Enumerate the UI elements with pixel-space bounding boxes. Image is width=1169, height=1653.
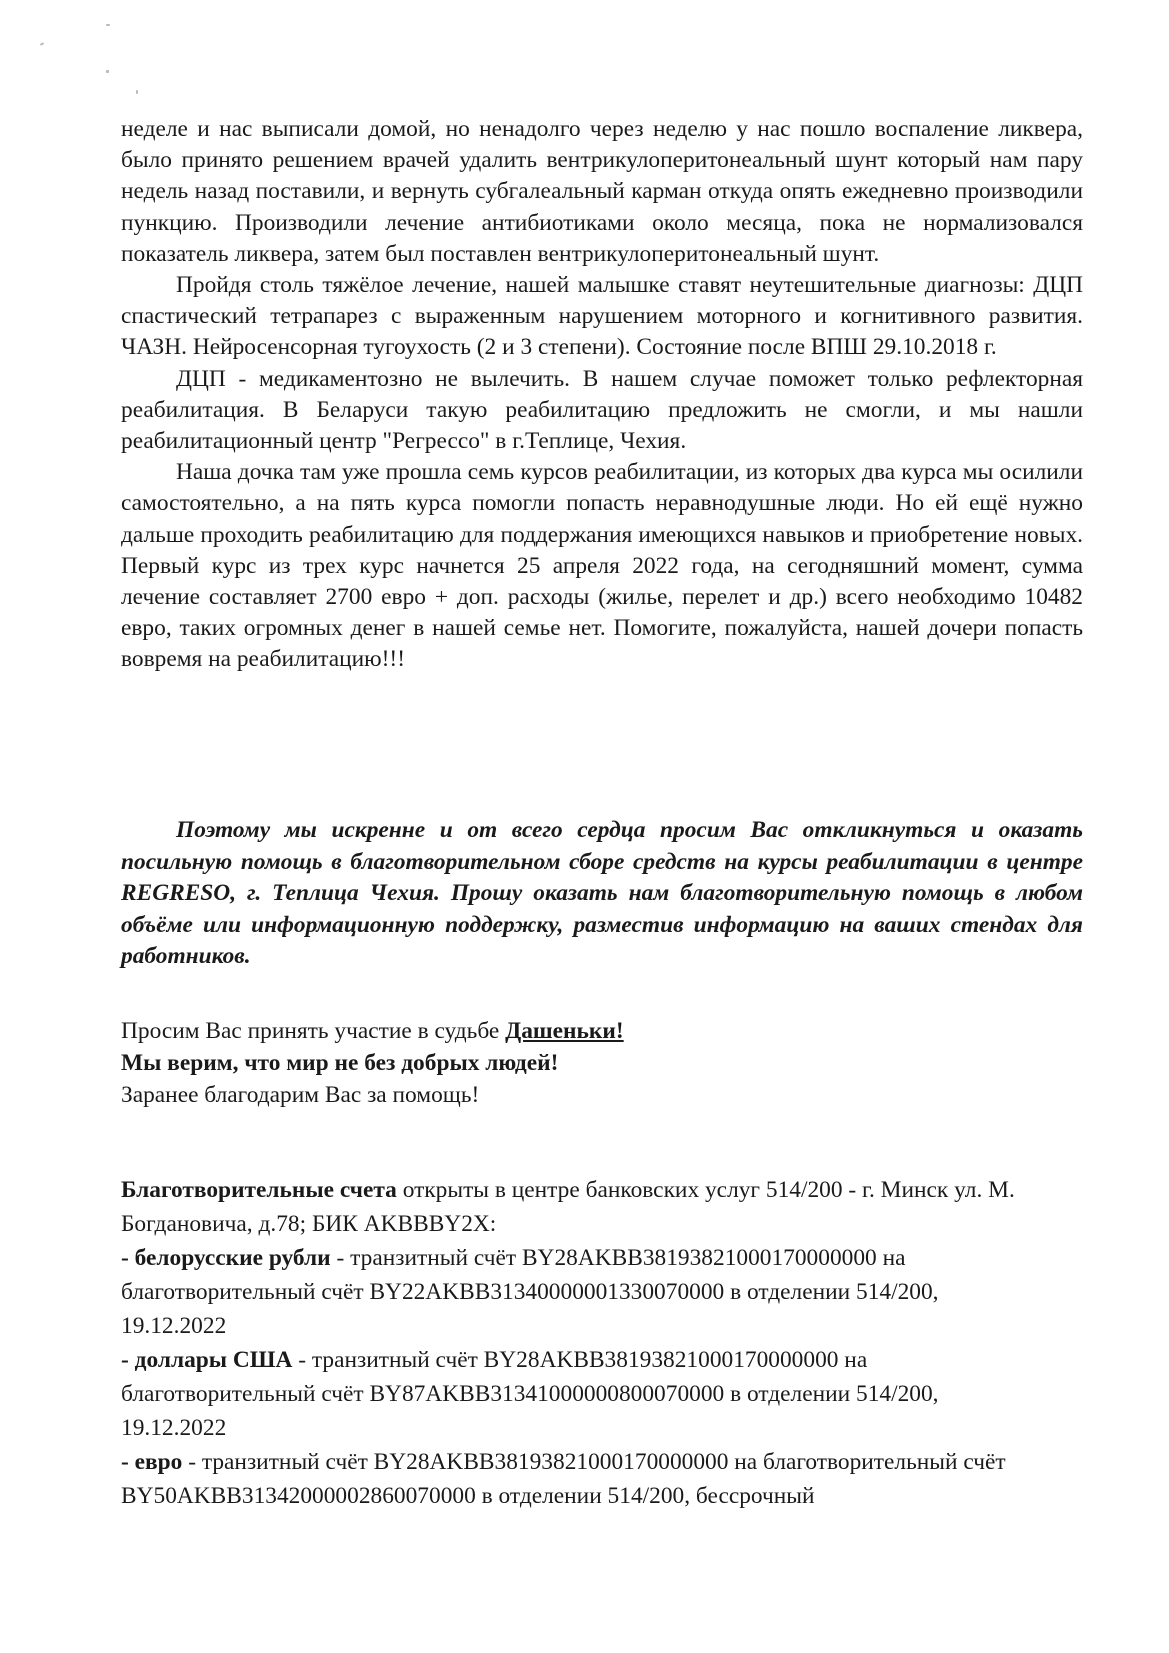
paragraph-rehabilitation: ДЦП - медикаментозно не вылечить. В нашем случае поможет только рефлекторная реабилитация. В Беларуси такую реабилитацию предложить не смогли, и мы нашли реабилитационный центр "Регрессо" в г.Теплице, Чехия.	[121, 365, 1083, 455]
account-usd-charity: благотворительный счёт BY87AKBB31341000000800070000 в отделении 514/200,	[121, 1381, 939, 1407]
account-eur-charity: BY50AKBB31342000002860070000 в отделении 514/200, бессрочный	[121, 1483, 815, 1509]
account-eur	[121, 1445, 1083, 1479]
paragraph-courses: Наша дочка там уже прошла семь курсов реабилитации, из которых два курса мы осилили самостоятельно, а на пять курса помогли попасть неравнодушные люди. Но ей ещё нужно дальше проходить реабилитацию для поддержания имеющихся навыков и приобретение новых. Первый курс из трех курс начнется 25 апреля 2022 года, на сегодняшний момент, сумма лечение составляет 2700 евро + доп. расходы (жилье, перелет и др.) всего необходимо 10482 евро, таких огромных денег в нашей семье нет. Помогите, пожалуйста, нашей дочери попасть вовремя на реабилитацию!!!	[121, 459, 1083, 673]
closing-lines	[121, 1015, 624, 1111]
account-usd-date: 19.12.2022	[121, 1415, 227, 1441]
account-usd-label: - доллары США	[121, 1347, 293, 1373]
body-text	[121, 114, 1083, 676]
accounts-intro	[121, 1173, 1083, 1207]
closing-thanks: Заранее благодарим Вас за помощь!	[121, 1082, 480, 1108]
scan-speck	[136, 90, 138, 94]
account-eur-transit: - транзитный счёт BY28AKBB38193821000170000000 на благотворительный счёт	[182, 1449, 1006, 1475]
account-byn-label: - белорусские рубли	[121, 1245, 331, 1271]
child-name: Дашеньки!	[505, 1018, 624, 1044]
scan-speck	[40, 42, 44, 46]
closing-ask	[121, 1015, 624, 1047]
bank-accounts	[121, 1173, 1083, 1513]
scan-speck	[106, 24, 110, 26]
account-byn-charity: благотворительный счёт BY22AKBB31340000001330070000 в отделении 514/200,	[121, 1279, 939, 1305]
appeal-paragraph: Поэтому мы искренне и от всего сердца просим Вас откликнуться и оказать посильную помощь в благотворительном сборе средств на курсы реабилитации в центре REGRESO, г. Теплица Чехия. Прошу оказать нам благотворительную помощь в любом объёме или информационную поддержку, разместив информацию на ваших стендах для работников.	[121, 817, 1083, 970]
account-byn-transit: - транзитный счёт BY28AKBB38193821000170000000 на	[330, 1245, 906, 1271]
account-eur-label: - евро	[121, 1449, 183, 1475]
closing-ask-text: Просим Вас принять участие в судьбе	[121, 1018, 506, 1044]
account-byn-date: 19.12.2022	[121, 1313, 227, 1339]
accounts-intro-cont: Богдановича, д.78; БИК AKBBBY2X:	[121, 1211, 497, 1237]
paragraph-diagnoses: Пройдя столь тяжёлое лечение, нашей малышке ставят неутешительные диагнозы: ДЦП спастический тетрапарез с выраженным нарушением моторного и когнитивного развития. ЧАЗН. Нейросенсорная тугоухость (2 и 3 степени). Состояние после ВПШ 29.10.2018 г.	[121, 272, 1083, 361]
accounts-intro-label: Благотворительные счета	[121, 1177, 397, 1203]
accounts-intro-text: открыты в центре банковских услуг 514/200 - г. Минск ул. М.	[396, 1177, 1015, 1203]
scan-speck	[106, 70, 109, 73]
account-usd-transit: - транзитный счёт BY28AKBB38193821000170000000 на	[292, 1347, 868, 1373]
account-byn	[121, 1241, 1083, 1275]
account-usd	[121, 1343, 1083, 1377]
closing-belief: Мы верим, что мир не без добрых людей!	[121, 1050, 559, 1076]
paragraph-treatment-history: неделе и нас выписали домой, но ненадолго через неделю у нас пошло воспаление ликвера, было принято решением врачей удалить вентрикулоперитонеальный шунт который нам пару недель назад поставили, и вернуть субгалеальный карман откуда опять ежедневно производили пункцию. Производили лечение антибиотиками около месяца, пока не нормализовался показатель ликвера, затем был поставлен вентрикулоперитонеальный шунт.	[121, 116, 1083, 267]
